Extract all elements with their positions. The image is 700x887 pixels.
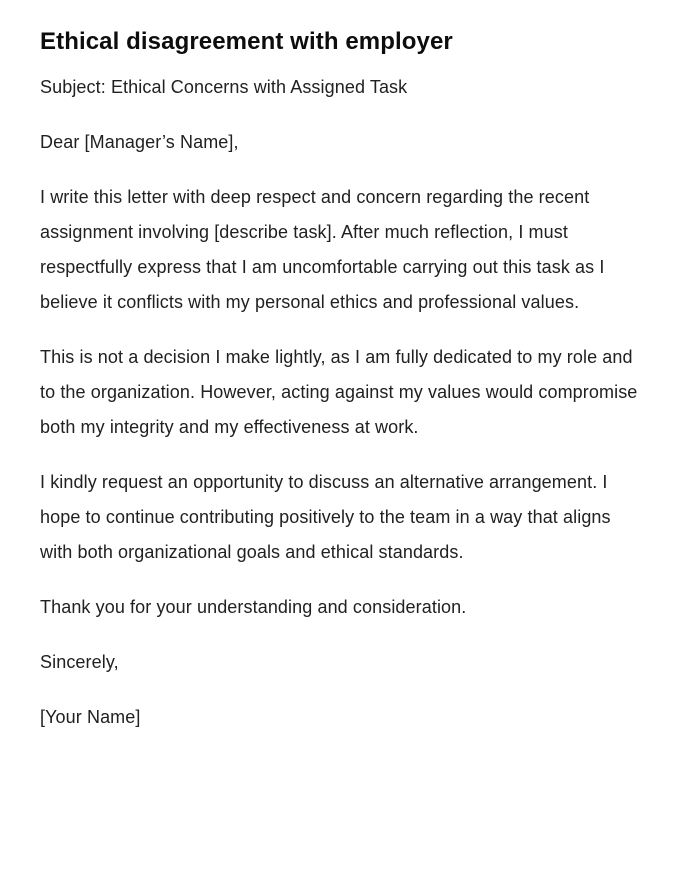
body-paragraph-1: I write this letter with deep respect and concern regarding the recent assignment involving [describe task]. After much reflection, I must respectfully express that I am uncomfortable carrying out this task as I believe it conflicts with my personal ethics and professional values. [40, 187, 605, 312]
body-paragraph-3: I kindly request an opportunity to discuss an alternative arrangement. I hope to continue contributing positively to the team in a way that aligns with both organizational goals and ethical standards. [40, 472, 611, 562]
page-title: Ethical disagreement with employer [40, 28, 453, 55]
body-paragraph-2: This is not a decision I make lightly, as I am fully dedicated to my role and to the organization. However, acting against my values would compromise both my integrity and my effectiveness at work. [40, 347, 638, 437]
signature-placeholder: [Your Name] [40, 707, 141, 727]
thank-you-line: Thank you for your understanding and consideration. [40, 597, 467, 617]
subject-line: Subject: Ethical Concerns with Assigned Task [40, 77, 408, 97]
closing: Sincerely, [40, 652, 119, 672]
salutation: Dear [Manager’s Name], [40, 132, 239, 152]
